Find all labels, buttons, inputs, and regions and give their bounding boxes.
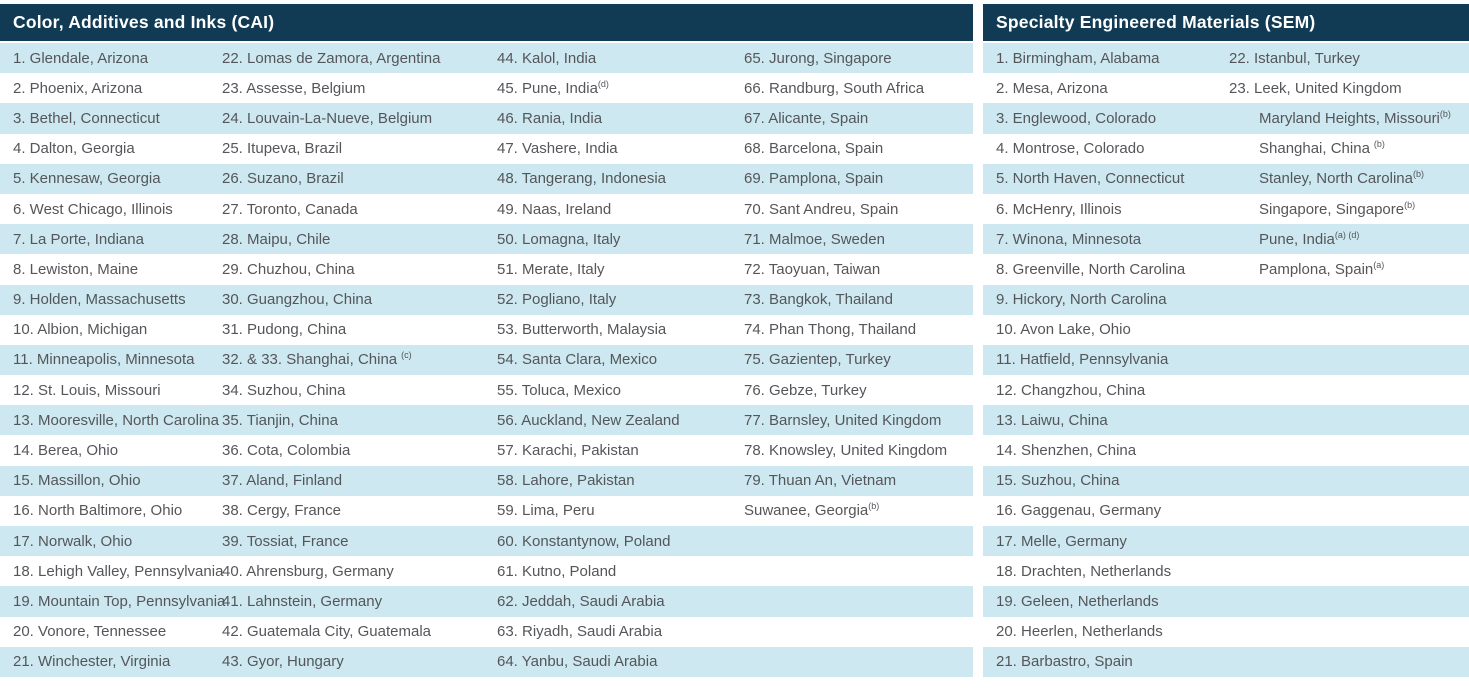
- location-cell: [209, 624, 484, 639]
- location-cell: [209, 534, 484, 549]
- location-cell: [983, 564, 1216, 579]
- location-label: 5. Kennesaw, Georgia: [13, 170, 161, 188]
- location-cell: [484, 383, 731, 398]
- location-label: Pamplona, Spain: [1259, 260, 1374, 278]
- location-cell: [209, 413, 484, 428]
- table-row: [983, 375, 1469, 405]
- location-label: 48. Tangerang, Indonesia: [497, 170, 667, 188]
- table-row: [983, 345, 1469, 375]
- location-cell: [1216, 51, 1469, 66]
- location-cell: [731, 503, 973, 518]
- location-cell: [209, 111, 484, 126]
- location-cell: [731, 262, 973, 277]
- location-label: 32. & 33. Shanghai, China: [222, 351, 398, 369]
- location-label: 17. Melle, Germany: [996, 532, 1127, 550]
- location-label: 21. Barbastro, Spain: [996, 653, 1133, 671]
- table-row: [0, 496, 973, 526]
- location-cell: [484, 78, 731, 97]
- location-label: 56. Auckland, New Zealand: [497, 411, 680, 429]
- location-cell: [983, 322, 1216, 337]
- location-cell: [209, 322, 484, 337]
- location-cell: [209, 594, 484, 609]
- table-row: [983, 103, 1469, 133]
- location-label: 67. Alicante, Spain: [744, 109, 869, 127]
- location-cell: [731, 413, 973, 428]
- location-cell: [731, 292, 973, 307]
- location-label: 51. Merate, Italy: [497, 260, 605, 278]
- location-cell: [484, 654, 731, 669]
- location-label: 59. Lima, Peru: [497, 502, 595, 520]
- location-label: 12. St. Louis, Missouri: [13, 381, 161, 399]
- location-label: 76. Gebze, Turkey: [744, 381, 867, 399]
- location-cell: [484, 111, 731, 126]
- location-cell: [983, 594, 1216, 609]
- location-label: 37. Aland, Finland: [222, 472, 343, 490]
- location-label: 6. McHenry, Illinois: [996, 200, 1122, 218]
- table-row: [0, 194, 973, 224]
- section-header-cai: Color, Additives and Inks (CAI): [0, 4, 973, 41]
- location-cell: [1216, 81, 1469, 96]
- location-cell: [0, 534, 209, 549]
- table-row: [0, 405, 973, 435]
- location-label: 60. Konstantynow, Poland: [497, 532, 671, 550]
- location-label: 5. North Haven, Connecticut: [996, 170, 1185, 188]
- location-cell: [0, 262, 209, 277]
- location-cell: [0, 322, 209, 337]
- footnote-superscript: (c): [401, 350, 412, 361]
- location-label: 42. Guatemala City, Guatemala: [222, 623, 431, 641]
- table-row: [0, 617, 973, 647]
- location-label: 2. Mesa, Arizona: [996, 79, 1108, 97]
- footnote-superscript: (b): [1412, 169, 1424, 180]
- location-label: 4. Montrose, Colorado: [996, 140, 1145, 158]
- table-row: [983, 43, 1469, 73]
- location-label: 72. Taoyuan, Taiwan: [744, 260, 881, 278]
- location-cell: [983, 292, 1216, 307]
- location-cell: [1216, 171, 1469, 186]
- footnote-superscript: (b): [1404, 199, 1416, 210]
- location-cell: [209, 473, 484, 488]
- location-cell: [0, 111, 209, 126]
- location-cell: [0, 654, 209, 669]
- location-cell: [484, 202, 731, 217]
- location-label: Shanghai, China: [1259, 140, 1370, 158]
- location-label: 78. Knowsley, United Kingdom: [744, 442, 948, 460]
- location-cell: [484, 232, 731, 247]
- location-label: 62. Jeddah, Saudi Arabia: [497, 592, 665, 610]
- location-cell: [731, 232, 973, 247]
- location-cell: [209, 141, 484, 156]
- location-cell: [731, 202, 973, 217]
- location-label: 20. Vonore, Tennessee: [13, 623, 167, 641]
- location-label: 16. Gaggenau, Germany: [996, 502, 1162, 520]
- location-cell: [209, 503, 484, 518]
- location-label: 49. Naas, Ireland: [497, 200, 612, 218]
- table-row: [983, 526, 1469, 556]
- location-label: 40. Ahrensburg, Germany: [222, 562, 394, 580]
- location-cell: [983, 232, 1216, 247]
- cai-rows: [0, 43, 973, 677]
- location-label: 19. Mountain Top, Pennsylvania: [13, 592, 226, 610]
- location-cell: [484, 473, 731, 488]
- location-label: 36. Cota, Colombia: [222, 442, 351, 460]
- location-label: 58. Lahore, Pakistan: [497, 472, 635, 490]
- location-cell: [0, 292, 209, 307]
- location-cell: [484, 141, 731, 156]
- location-cell: [983, 473, 1216, 488]
- location-cell: [731, 473, 973, 488]
- location-label: 38. Cergy, France: [222, 502, 341, 520]
- location-label: 3. Bethel, Connecticut: [13, 109, 160, 127]
- location-cell: [0, 352, 209, 367]
- location-cell: [209, 202, 484, 217]
- table-row: [983, 285, 1469, 315]
- location-label: 13. Mooresville, North Carolina: [13, 411, 219, 429]
- location-cell: [209, 383, 484, 398]
- location-cell: [983, 81, 1216, 96]
- table-row: [0, 164, 973, 194]
- location-label: 52. Pogliano, Italy: [497, 291, 617, 309]
- section-sem: [983, 4, 1469, 677]
- location-cell: [983, 654, 1216, 669]
- table-row: [983, 224, 1469, 254]
- location-label: 75. Gazientep, Turkey: [744, 351, 891, 369]
- location-cell: [0, 171, 209, 186]
- location-cell: [0, 624, 209, 639]
- location-cell: [0, 562, 224, 580]
- location-cell: [731, 383, 973, 398]
- location-label: 63. Riyadh, Saudi Arabia: [497, 623, 663, 641]
- location-cell: [731, 141, 973, 156]
- table-row: [0, 375, 973, 405]
- location-label: 55. Toluca, Mexico: [497, 381, 621, 399]
- location-label: Pune, India: [1259, 230, 1335, 248]
- location-label: 28. Maipu, Chile: [222, 230, 331, 248]
- location-label: 61. Kutno, Poland: [497, 562, 617, 580]
- location-label: 64. Yanbu, Saudi Arabia: [497, 653, 658, 671]
- location-cell: [484, 51, 731, 66]
- location-cell: [983, 202, 1216, 217]
- section-header-sem: Specialty Engineered Materials (SEM): [983, 4, 1469, 41]
- location-cell: [983, 503, 1216, 518]
- location-cell: [209, 352, 484, 367]
- location-label: 12. Changzhou, China: [996, 381, 1146, 399]
- table-row: [983, 164, 1469, 194]
- table-row: [983, 586, 1469, 616]
- location-cell: [983, 443, 1216, 458]
- location-label: 31. Pudong, China: [222, 321, 347, 339]
- footnote-superscript: (a): [1373, 259, 1385, 270]
- table-row: [983, 496, 1469, 526]
- location-cell: [209, 51, 484, 66]
- location-cell: [209, 81, 484, 96]
- footnote-superscript: (b): [1373, 139, 1385, 150]
- location-label: 20. Heerlen, Netherlands: [996, 623, 1163, 641]
- table-row: [0, 315, 973, 345]
- location-label: 44. Kalol, India: [497, 49, 597, 67]
- location-cell: [983, 413, 1216, 428]
- location-label: 14. Shenzhen, China: [996, 442, 1137, 460]
- footnote-superscript: (d): [597, 78, 609, 89]
- location-label: 8. Greenville, North Carolina: [996, 260, 1186, 278]
- location-cell: [484, 322, 731, 337]
- location-label: 29. Chuzhou, China: [222, 260, 355, 278]
- location-cell: [484, 594, 731, 609]
- location-label: 45. Pune, India: [497, 79, 598, 97]
- location-cell: [484, 292, 731, 307]
- location-cell: [209, 654, 484, 669]
- location-label: 77. Barnsley, United Kingdom: [744, 411, 942, 429]
- location-label: 18. Drachten, Netherlands: [996, 562, 1172, 580]
- table-row: [983, 194, 1469, 224]
- location-cell: [484, 262, 731, 277]
- footnote-superscript: (b): [868, 501, 880, 512]
- location-cell: [0, 503, 209, 518]
- table-row: [0, 134, 973, 164]
- location-label: 3. Englewood, Colorado: [996, 109, 1157, 127]
- table-row: [983, 134, 1469, 164]
- location-label: 73. Bangkok, Thailand: [744, 291, 893, 309]
- location-cell: [983, 171, 1216, 186]
- location-label: 2. Phoenix, Arizona: [13, 79, 143, 97]
- location-label: 43. Gyor, Hungary: [222, 653, 344, 671]
- location-cell: [731, 111, 973, 126]
- location-cell: [731, 171, 973, 186]
- location-label: 16. North Baltimore, Ohio: [13, 502, 183, 520]
- location-label: 39. Tossiat, France: [222, 532, 349, 550]
- location-label: 7. La Porte, Indiana: [13, 230, 144, 248]
- location-label: 17. Norwalk, Ohio: [13, 532, 133, 550]
- location-cell: [484, 171, 731, 186]
- table-row: [0, 254, 973, 284]
- location-cell: [0, 141, 209, 156]
- table-row: [983, 435, 1469, 465]
- location-cell: [1216, 199, 1469, 218]
- location-cell: [983, 111, 1216, 126]
- table-row: [983, 254, 1469, 284]
- location-label: 47. Vashere, India: [497, 140, 618, 158]
- location-cell: [484, 413, 731, 428]
- location-cell: [983, 383, 1216, 398]
- location-cell: [731, 352, 973, 367]
- location-cell: [0, 232, 209, 247]
- location-label: 13. Laiwu, China: [996, 411, 1108, 429]
- location-label: Stanley, North Carolina: [1259, 170, 1413, 188]
- location-label: 4. Dalton, Georgia: [13, 140, 135, 158]
- table-row: [0, 647, 973, 677]
- location-cell: [983, 51, 1216, 66]
- location-cell: [0, 202, 209, 217]
- table-row: [0, 345, 973, 375]
- location-cell: [484, 624, 731, 639]
- location-label: 22. Lomas de Zamora, Argentina: [222, 49, 441, 67]
- location-label: Suwanee, Georgia: [744, 502, 869, 520]
- location-cell: [209, 262, 484, 277]
- location-label: 15. Suzhou, China: [996, 472, 1120, 490]
- location-label: 22. Istanbul, Turkey: [1229, 49, 1360, 67]
- footnote-superscript: (a) (d): [1334, 229, 1360, 240]
- location-cell: [731, 443, 973, 458]
- location-cell: [0, 411, 219, 429]
- location-label: 11. Hatfield, Pennsylvania: [996, 351, 1169, 369]
- location-cell: [1216, 108, 1469, 127]
- location-label: Maryland Heights, Missouri: [1259, 109, 1440, 127]
- location-label: 65. Jurong, Singapore: [744, 49, 892, 67]
- location-label: 46. Rania, India: [497, 109, 603, 127]
- location-label: 11. Minneapolis, Minnesota: [13, 351, 195, 369]
- location-cell: [484, 564, 731, 579]
- location-cell: [983, 141, 1216, 156]
- location-cell: [484, 534, 731, 549]
- location-cell: [983, 624, 1216, 639]
- location-cell: [209, 564, 484, 579]
- location-label: 70. Sant Andreu, Spain: [744, 200, 899, 218]
- location-cell: [0, 443, 209, 458]
- table-row: [983, 315, 1469, 345]
- table-row: [983, 405, 1469, 435]
- location-label: 71. Malmoe, Sweden: [744, 230, 885, 248]
- table-row: [0, 586, 973, 616]
- location-label: 18. Lehigh Valley, Pennsylvania: [13, 562, 224, 580]
- location-cell: [209, 171, 484, 186]
- location-cell: [731, 81, 973, 96]
- location-label: 6. West Chicago, Illinois: [13, 200, 173, 218]
- section-cai: [0, 4, 973, 677]
- location-label: 14. Berea, Ohio: [13, 442, 119, 460]
- table-row: [983, 647, 1469, 677]
- table-row: [983, 556, 1469, 586]
- location-label: 54. Santa Clara, Mexico: [497, 351, 658, 369]
- table-row: [0, 103, 973, 133]
- location-cell: [983, 262, 1216, 277]
- location-cell: [484, 352, 731, 367]
- location-cell: [731, 322, 973, 337]
- location-label: 10. Avon Lake, Ohio: [996, 321, 1131, 339]
- table-row: [983, 466, 1469, 496]
- location-label: 10. Albion, Michigan: [13, 321, 148, 339]
- table-row: [0, 435, 973, 465]
- location-cell: [209, 232, 484, 247]
- footnote-superscript: (b): [1439, 108, 1451, 119]
- location-cell: [1216, 141, 1469, 156]
- location-label: 66. Randburg, South Africa: [744, 79, 925, 97]
- location-label: 21. Winchester, Virginia: [13, 653, 171, 671]
- table-row: [983, 73, 1469, 103]
- sem-rows: [983, 43, 1469, 677]
- location-cell: [1216, 229, 1469, 248]
- location-label: 74. Phan Thong, Thailand: [744, 321, 917, 339]
- location-label: Singapore, Singapore: [1259, 200, 1405, 218]
- location-label: 26. Suzano, Brazil: [222, 170, 344, 188]
- location-cell: [731, 51, 973, 66]
- location-label: 1. Glendale, Arizona: [13, 49, 149, 67]
- location-cell: [209, 443, 484, 458]
- location-label: 34. Suzhou, China: [222, 381, 346, 399]
- location-label: 23. Leek, United Kingdom: [1229, 79, 1402, 97]
- location-label: 69. Pamplona, Spain: [744, 170, 884, 188]
- location-cell: [0, 81, 209, 96]
- location-label: 79. Thuan An, Vietnam: [744, 472, 897, 490]
- location-label: 27. Toronto, Canada: [222, 200, 358, 218]
- location-cell: [0, 592, 226, 610]
- location-cell: [983, 352, 1216, 367]
- location-label: 35. Tianjin, China: [222, 411, 338, 429]
- location-label: 57. Karachi, Pakistan: [497, 442, 639, 460]
- location-label: 24. Louvain-La-Nueve, Belgium: [222, 109, 433, 127]
- location-label: 50. Lomagna, Italy: [497, 230, 621, 248]
- table-row: [0, 285, 973, 315]
- location-label: 15. Massillon, Ohio: [13, 472, 141, 490]
- table-row: [0, 556, 973, 586]
- location-cell: [0, 51, 209, 66]
- location-cell: [0, 383, 209, 398]
- location-label: 7. Winona, Minnesota: [996, 230, 1142, 248]
- location-cell: [1216, 259, 1469, 278]
- location-label: 53. Butterworth, Malaysia: [497, 321, 667, 339]
- table-row: [0, 526, 973, 556]
- location-cell: [484, 503, 731, 518]
- location-label: 1. Birmingham, Alabama: [996, 49, 1160, 67]
- table-row: [983, 617, 1469, 647]
- table-row: [0, 466, 973, 496]
- location-label: 68. Barcelona, Spain: [744, 140, 884, 158]
- table-row: [0, 224, 973, 254]
- location-label: 19. Geleen, Netherlands: [996, 592, 1159, 610]
- location-label: 23. Assesse, Belgium: [222, 79, 366, 97]
- location-label: 41. Lahnstein, Germany: [222, 592, 383, 610]
- location-cell: [0, 473, 209, 488]
- location-cell: [983, 534, 1216, 549]
- table-row: [0, 73, 973, 103]
- location-cell: [484, 443, 731, 458]
- location-label: 9. Holden, Massachusetts: [13, 291, 186, 309]
- table-row: [0, 43, 973, 73]
- location-label: 8. Lewiston, Maine: [13, 260, 139, 278]
- location-label: 9. Hickory, North Carolina: [996, 291, 1167, 309]
- location-label: 30. Guangzhou, China: [222, 291, 373, 309]
- location-label: 25. Itupeva, Brazil: [222, 140, 343, 158]
- location-cell: [209, 292, 484, 307]
